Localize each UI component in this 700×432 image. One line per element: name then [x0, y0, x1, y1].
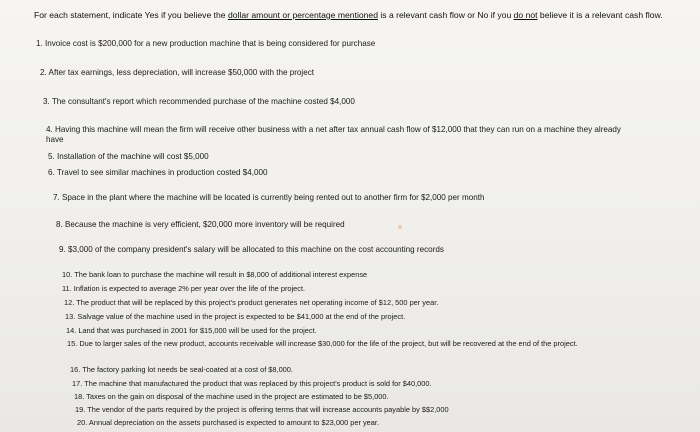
- statement-13: 13. Salvage value of the machine used in the project is expected to be $41,000 at the end of the project.: [65, 312, 406, 321]
- statement-2: 2. After tax earnings, less depreciation, will increase $50,000 with the project: [40, 68, 314, 77]
- statement-16: 16. The factory parking lot needs be seal-coated at a cost of $8,000.: [70, 365, 293, 374]
- instructions-underline-1: dollar amount or percentage mentioned: [227, 10, 378, 20]
- statement-11: 11. Inflation is expected to average 2% per year over the life of the project.: [62, 284, 306, 293]
- statement-15: 15. Due to larger sales of the new product, accounts receivable will increase $30,000 for the life of the project, but will be recovered at the end of the project.: [67, 339, 578, 348]
- statement-3: 3. The consultant's report which recommended purchase of the machine costed $4,000: [43, 97, 355, 106]
- statement-1: 1. Invoice cost is $200,000 for a new production machine that is being considered for purchase: [36, 39, 376, 48]
- instructions: [34, 10, 674, 21]
- statement-12: 12. The product that will be replaced by this project's product generates net operating income of $12, 500 per year.: [64, 298, 439, 307]
- instructions-underline-2: do not: [513, 10, 538, 20]
- statement-20: 20. Annual depreciation on the assets purchased is expected to amount to $23,000 per year.: [77, 418, 379, 427]
- statement-17: 17. The machine that manufactured the product that was replaced by this project's product is sold for $40,000.: [72, 379, 432, 388]
- statement-9: 9. $3,000 of the company president's salary will be allocated to this machine on the cost accounting records: [59, 245, 444, 254]
- statement-4: 4. Having this machine will mean the firm will receive other business with a net after tax annual cash flow of $12,000 that they can run on a machine they already have: [46, 125, 621, 144]
- instructions-text-3: believe it is a relevant cash flow.: [537, 10, 663, 20]
- instructions-text-1: For each statement, indicate Yes if you believe the: [34, 10, 228, 20]
- statement-19: 19. The vendor of the parts required by the project is offering terms that will increase accounts payable by $$2,000: [75, 405, 449, 414]
- statement-10: 10. The bank loan to purchase the machine will result in $8,000 of additional interest expense: [62, 270, 368, 279]
- pen-mark: [398, 225, 402, 229]
- statement-8: 8. Because the machine is very efficient, $20,000 more inventory will be required: [56, 220, 345, 229]
- statement-18: 18. Taxes on the gain on disposal of the machine used in the project are estimated to be $5,000.: [74, 392, 389, 401]
- statement-14: 14. Land that was purchased in 2001 for $15,000 will be used for the project.: [66, 326, 317, 335]
- instructions-text-2: is a relevant cash flow or No if you: [377, 10, 514, 20]
- statement-5: 5. Installation of the machine will cost $5,000: [48, 152, 209, 161]
- statement-6: 6. Travel to see similar machines in production costed $4,000: [48, 168, 268, 177]
- statement-7: 7. Space in the plant where the machine will be located is currently being rented out to another firm for $2,000 per month: [53, 193, 485, 202]
